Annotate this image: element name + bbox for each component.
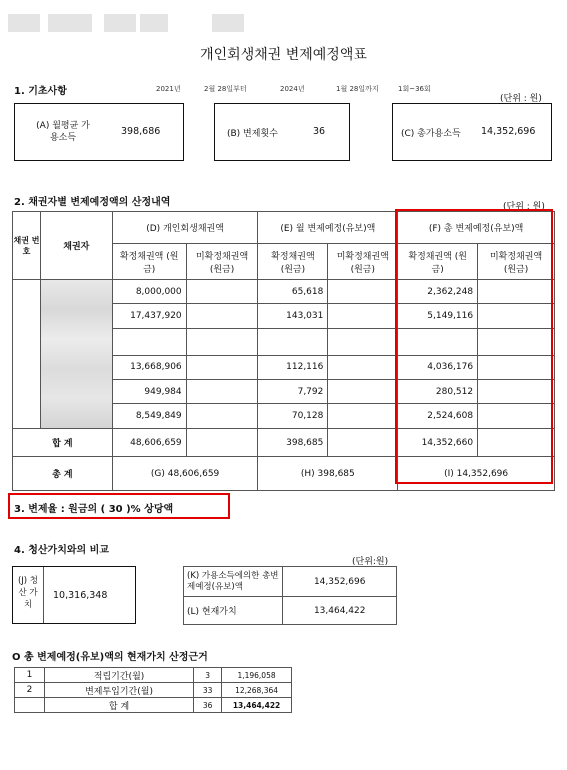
total-g: (G) 48,606,659 <box>112 457 258 491</box>
row4-e-unconfirmed <box>328 355 398 379</box>
row4-e-confirmed: 112,116 <box>258 355 328 379</box>
redacted-header-block <box>212 14 244 32</box>
table-row <box>15 683 292 698</box>
row6-e-unconfirmed <box>328 404 398 429</box>
L-value: 13,464,422 <box>283 597 397 625</box>
period-count: 1회~36회 <box>398 85 431 93</box>
box-A-value: 398,686 <box>121 126 161 137</box>
total-i: (I) 14,352,696 <box>398 457 555 491</box>
box-A-label: (A) 월평균 가용소득 <box>36 121 90 143</box>
redacted-header-block <box>104 14 136 32</box>
row4-f-confirmed: 4,036,176 <box>398 355 478 379</box>
comparison-table <box>183 566 397 625</box>
box-J-value: 10,316,348 <box>53 590 108 601</box>
K-label: (K) 가용소득에의한 총변제예정(유보)액 <box>184 567 283 597</box>
sum-row <box>15 698 292 713</box>
repayment-rate-box <box>8 493 230 519</box>
row1-d-confirmed: 8,000,000 <box>112 280 186 304</box>
row2-f-confirmed: 5,149,116 <box>398 304 478 328</box>
row2-e-unconfirmed <box>328 304 398 328</box>
row3-d-confirmed <box>112 328 186 355</box>
box-J-divider <box>43 567 44 623</box>
total-label: 총 계 <box>13 457 113 491</box>
section1-unit: (단위 : 원) <box>500 94 542 104</box>
col-no-header: 채권 번호 <box>13 212 41 280</box>
box-B-value: 36 <box>313 126 326 137</box>
box-J <box>12 566 136 624</box>
pv-row2-label: 변제투입기간(월) <box>44 683 193 698</box>
row5-d-unconfirmed <box>186 379 258 403</box>
row6-f-confirmed: 2,524,608 <box>398 404 478 429</box>
row4-d-unconfirmed <box>186 355 258 379</box>
pv-sum-months: 36 <box>194 698 222 713</box>
sum-e: 398,685 <box>258 429 328 457</box>
page-title: 개인회생채권 변제예정액표 <box>200 47 367 63</box>
box-J-label: (J) 청산 가치 <box>17 576 39 610</box>
section2-unit: (단위 : 원) <box>503 202 545 212</box>
section5-heading: O 총 변제예정(유보)액의 현재가치 산정근거 <box>12 652 208 663</box>
L-label: (L) 현재가치 <box>184 597 283 625</box>
row1-e-unconfirmed <box>328 280 398 304</box>
sum-f: 14,352,660 <box>398 429 478 457</box>
sub-F-confirmed: 확정채권액 (원금) <box>398 244 478 280</box>
creditor-name-cell <box>40 280 112 429</box>
box-C-value: 14,352,696 <box>481 126 536 137</box>
total-h: (H) 398,685 <box>258 457 398 491</box>
sub-F-unconfirmed: 미확정채권액 (원금) <box>478 244 555 280</box>
pv-row1-value: 1,196,058 <box>222 668 292 683</box>
col-D-header: (D) 개인회생채권액 <box>112 212 258 244</box>
sum-d: 48,606,659 <box>112 429 186 457</box>
sub-E-confirmed: 확정채권액 (원금) <box>258 244 328 280</box>
box-B <box>214 103 350 161</box>
sub-D-unconfirmed: 미확정채권액 (원금) <box>186 244 258 280</box>
row6-e-confirmed: 70,128 <box>258 404 328 429</box>
period-end-year: 2024년 <box>280 85 305 93</box>
period-end-md: 1월 28일까지 <box>336 85 379 93</box>
pv-row1-no: 1 <box>15 668 45 683</box>
highlight-column-F <box>395 209 553 484</box>
pv-row1-label: 적립기간(월) <box>44 668 193 683</box>
sub-E-unconfirmed: 미확정채권액 (원금) <box>328 244 398 280</box>
redacted-header-block <box>8 14 40 32</box>
redacted-creditor-names <box>41 280 112 428</box>
col-F-header: (F) 총 변제예정(유보)액 <box>398 212 555 244</box>
pv-sum-value: 13,464,422 <box>222 698 292 713</box>
pv-row1-months: 3 <box>194 668 222 683</box>
table-row <box>15 668 292 683</box>
pv-row2-value: 12,268,364 <box>222 683 292 698</box>
box-A <box>14 103 184 161</box>
row5-d-confirmed: 949,984 <box>112 379 186 403</box>
creditor-no-cell <box>13 280 41 429</box>
row1-e-confirmed: 65,618 <box>258 280 328 304</box>
col-E-header: (E) 월 변제예정(유보)액 <box>258 212 398 244</box>
section2-heading: 2. 채권자별 변제예정액의 산정내역 <box>14 197 171 208</box>
section4-unit: (단위:원) <box>352 557 389 567</box>
row6-d-unconfirmed <box>186 404 258 429</box>
pv-sum-no <box>15 698 45 713</box>
row3-e-confirmed <box>258 328 328 355</box>
pv-row2-months: 33 <box>194 683 222 698</box>
col-creditor-header: 채권자 <box>40 212 112 280</box>
period-start-md: 2월 28일부터 <box>204 85 247 93</box>
sum-d-unconfirmed <box>186 429 258 457</box>
row3-e-unconfirmed <box>328 328 398 355</box>
present-value-table <box>14 667 292 713</box>
sum-e-unconfirmed <box>328 429 398 457</box>
row2-d-unconfirmed <box>186 304 258 328</box>
K-value: 14,352,696 <box>283 567 397 597</box>
row5-e-unconfirmed <box>328 379 398 403</box>
sub-D-confirmed: 확정채권액 (원금) <box>112 244 186 280</box>
row1-f-confirmed: 2,362,248 <box>398 280 478 304</box>
row5-f-confirmed: 280,512 <box>398 379 478 403</box>
redacted-header-block <box>48 14 92 32</box>
row3-d-unconfirmed <box>186 328 258 355</box>
row6-d-confirmed: 8,549,849 <box>112 404 186 429</box>
sum-label: 합 계 <box>13 429 113 457</box>
period-start-year: 2021년 <box>156 85 181 93</box>
redacted-header-block <box>140 14 168 32</box>
section4-heading: 4. 청산가치와의 비교 <box>14 545 109 556</box>
row5-e-confirmed: 7,792 <box>258 379 328 403</box>
section1-heading: 1. 기초사항 <box>14 86 67 97</box>
box-B-label: (B) 변제횟수 <box>227 129 278 139</box>
row1-d-unconfirmed <box>186 280 258 304</box>
row2-d-confirmed: 17,437,920 <box>112 304 186 328</box>
row2-e-confirmed: 143,031 <box>258 304 328 328</box>
box-C <box>392 103 552 161</box>
row4-d-confirmed: 13,668,906 <box>112 355 186 379</box>
pv-sum-label: 합 계 <box>44 698 193 713</box>
repayment-rate-text: 3. 변제율 : 원금의 ( 30 )% 상당액 <box>14 504 174 515</box>
pv-row2-no: 2 <box>15 683 45 698</box>
box-C-label: (C) 총가용소득 <box>401 129 461 139</box>
